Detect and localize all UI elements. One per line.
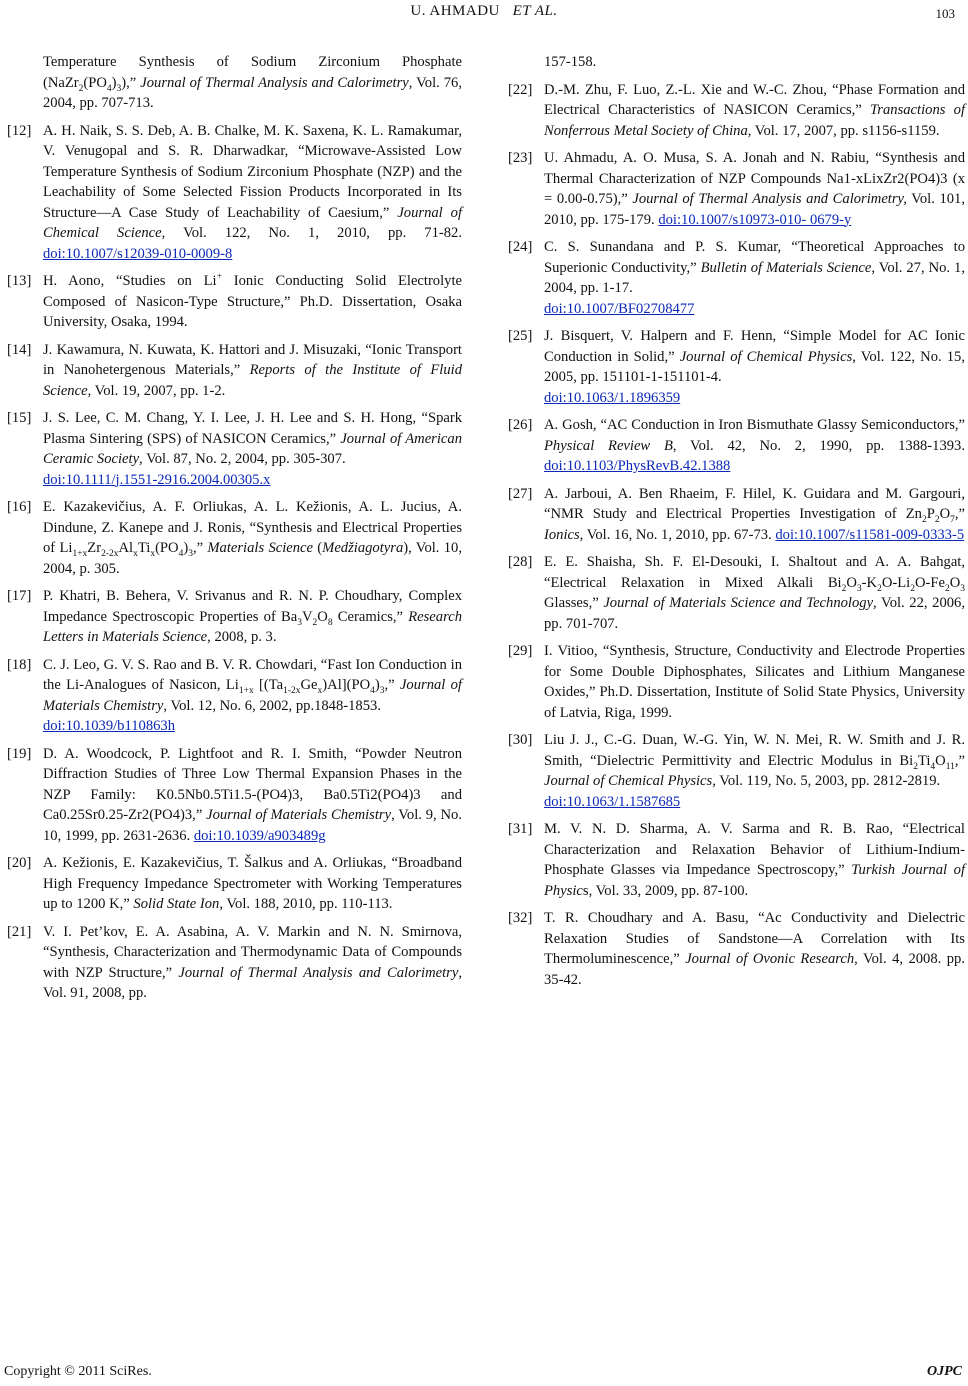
reference-12: [12] A. H. Naik, S. S. Deb, A. B. Chalke, M. K. Saxena, K. L. Ramakumar, V. Venugopal and S. R. Dharwadkar, “Microwave-Assisted Low Temperature Synthesis of Sodium Zirconium Phosphate (NZP) and the Leachability of Some Selected Fission Products Incorporated in Its Structure―A Case Study of Leachability of Caesium,” Journal of Chemical Science, Vol. 122, No. 1, 2010, pp. 71-82. doi:10.1007/s12039-010-0009-8: [7, 122, 463, 262]
doi-link[interactable]: doi:10.1111/j.1551-2916.2004.00305.x: [43, 471, 271, 488]
doi-link[interactable]: doi:10.1007/s11581-009-0333-5: [775, 526, 965, 543]
doi-link[interactable]: doi:10.1063/1.1896359: [544, 389, 681, 406]
reference-22: [22] D.-M. Zhu, F. Luo, Z.-L. Xie and W.-C. Zhou, “Phase Formation and Electrical Characteristics of NASICON Ceramics,” Transactions of Nonferrous Metal Society of China, Vol. 17, 2007, pp. s1156-s1159.: [508, 81, 965, 139]
reference-32: [32] T. R. Choudhary and A. Basu, “Ac Conductivity and Dielectric Relaxation Studies of Sandstone―A Correlation with Its Thermoluminescence,” Journal of Ovonic Research, Vol. 4, 2008. pp. 35-42.: [508, 910, 965, 988]
page-number: 103: [935, 6, 955, 21]
reference-17: [17] P. Khatri, B. Behera, V. Srivanus and R. N. P. Choudhary, Complex Impedance Spectroscopic Properties of $Ba_3V_2O_8$ Ceramics,” Research Letters in Materials Science, 2008, p. 3.: [7, 588, 462, 645]
header-etal: ET AL.: [512, 3, 558, 19]
reference-25: [25] J. Bisquert, V. Halpern and F. Henn, “Simple Model for AC Ionic Conduction in Solid,” Journal of Chemical Physics, Vol. 122, No. 15, 2005, pp. 151101-1-151101-4. doi:10.1063/1.1896359: [508, 328, 965, 406]
doi-link[interactable]: doi:10.1007/s12039-010-0009-8: [43, 245, 233, 262]
running-header: [0, 3, 968, 20]
reference-31: [31] M. V. N. D. Sharma, A. V. Sarma and R. B. Rao, “Electrical Characterization and Relaxation Behavior of Lithium-Indium-Phosphate Glasses via Impedance Spectroscopy,” Turkish Journal of Physics, Vol. 33, 2009, pp. 87-100.: [508, 821, 966, 899]
header-authors: U. AHMADU: [410, 3, 500, 19]
references-right-column: [508, 52, 965, 997]
reference-24: [24] C. S. Sunandana and P. S. Kumar, “Theoretical Approaches to Superionic Conductivity,” Bulletin of Materials Science, Vol. 27, No. 1, 2004, pp. 1-17. doi:10.1007/BF02708477: [508, 239, 965, 317]
reference-20: [20] A. Kežionis, E. Kazakevičius, T. Šalkus and A. Orliukas, “Broadband High Frequency Impedance Spectrometer with Working Temperatures up to 1200 K,” Solid State Ion, Vol. 188, 2010, pp. 110-113.: [7, 855, 462, 912]
reference-continuation: 157-158.: [544, 54, 597, 70]
reference-28: [28] E. E. Shaisha, Sh. F. El-Desouki, I. Shaltout and A. A. Bahgat, “Electrical Relaxation in Mixed Alkali $Bi_2O_3-K_2O-Li_2O-Fe_2O_3$ Glasses,” Journal of Materials Science and Technology, Vol. 22, 2006, pp. 701-707.: [508, 554, 965, 632]
reference-27: [27] A. Jarboui, A. Ben Rhaeim, F. Hilel, K. Guidara and M. Gargouri, “NMR Study and Electrical Properties Investigation of $Zn_2P_2O_7$,” Ionics, Vol. 16, No. 1, 2010, pp. 67-73. doi:10.1007/s11581-009-0333-5: [508, 485, 965, 543]
reference-30: [30] Liu J. J., C.-G. Duan, W.-G. Yin, W. N. Mei, R. W. Smith and J. R. Smith, “Dielectric Permittivity and Electric Modulus in $Bi_2Ti_4O_{11}$,” Journal of Chemical Physics, Vol. 119, No. 5, 2003, pp. 2812-2819. doi:10.1063/1.1587685: [508, 732, 965, 810]
reference-13: [13] H. Aono, “Studies on Li+ Ionic Conducting Solid Electrolyte Composed of Nasicon-Type Structure,” Ph.D. Dissertation, Osaka University, Osaka, 1994.: [7, 272, 462, 330]
doi-link[interactable]: doi:10.1007/BF02708477: [544, 300, 695, 317]
doi-link[interactable]: doi:10.1039/a903489g: [193, 827, 326, 844]
reference-15: [15] J. S. Lee, C. M. Chang, Y. I. Lee, J. H. Lee and S. H. Hong, “Spark Plasma Sintering (SPS) of NASICON Ceramics,” Journal of American Ceramic Society, Vol. 87, No. 2, 2004, pp. 305-307. doi:10.1111/j.1551-2916.2004.00305.x: [7, 410, 462, 488]
journal-abbreviation: OJPC: [927, 1364, 962, 1379]
reference-18: [18] C. J. Leo, G. V. S. Rao and B. V. R. Chowdari, “Fast Ion Conduction in the Li-Analogues of Nasicon, $Li_{1+x}$ $[(Ta_{1-2x}Ge_x)Al](PO_4)_3$,” Journal of Materials Chemistry, Vol. 12, No. 6, 2002, pp.1848-1853. doi:10.1039/b110863h: [7, 656, 462, 734]
doi-link[interactable]: doi:10.1063/1.1587685: [544, 793, 681, 810]
reference-continuation: Temperature Synthesis of Sodium Zirconium Phosphate $(NaZr_2(PO_4)_3)$,” Journal of Thermal Analysis and Calorimetry, Vol. 76, 2004, pp. 707-713.: [43, 54, 462, 111]
reference-26: [26] A. Gosh, “AC Conduction in Iron Bismuthate Glassy Semiconductors,” Physical Review B, Vol. 42, No. 2, 1990, pp. 1388-1393. doi:10.1103/PhysRevB.42.1388: [508, 417, 965, 474]
reference-23: [23] U. Ahmadu, A. O. Musa, S. A. Jonah and N. Rabiu, “Synthesis and Thermal Characterization of NZP Compounds Na1-xLixZr2(PO4)3 (x = 0.00-0.75),” Journal of Thermal Analysis and Calorimetry, Vol. 101, 2010, pp. 175-179. doi:10.1007/s10973-010- 0679-y: [508, 150, 965, 228]
reference-29: [29] I. Vitioo, “Synthesis, Structure, Conductivity and Electrode Properties for Some Double Diphosphates, Silicates and Lithium Manganese Oxides,” Ph.D. Dissertation, Institute of Solid State Physics, University of Latvia, Riga, 1999.: [508, 643, 965, 721]
copyright-notice: Copyright © 2011 SciRes.: [4, 1364, 152, 1379]
reference-21: [21] V. I. Pet’kov, E. A. Asabina, A. V. Markin and N. N. Smirnova, “Synthesis, Characterization and Thermodynamic Data of Compounds with NZP Structure,” Journal of Thermal Analysis and Calorimetry, Vol. 91, 2008, pp.: [7, 923, 462, 1001]
doi-link[interactable]: doi:10.1039/b110863h: [43, 718, 176, 734]
reference-19: [19] D. A. Woodcock, P. Lightfoot and R. I. Smith, “Powder Neutron Diffraction Studies of Three Low Thermal Expansion Phases in the NZP Family: K0.5Nb0.5Ti1.5-(PO4)3, Ba0.5Ti2(PO4)3 and Ca0.25Sr0.25-Zr2(PO4)3,” Journal of Materials Chemistry, Vol. 9, No. 10, 1999, pp. 2631-2636. doi:10.1039/a903489g: [7, 745, 462, 844]
references-left-column: [7, 52, 462, 1011]
reference-16: [16] E. Kazakevičius, A. F. Orliukas, A. L. Kežionis, A. L. Jucius, A. Dindune, Z. Kanepe and J. Ronis, “Synthesis and Electrical Properties of $Li_{1+x}Zr_{2-2x}Al_xTi_x(PO_4)_3$,” Materials Science (Medžiagotyra), Vol. 10, 2004, p. 305.: [7, 499, 462, 577]
reference-14: [14] J. Kawamura, N. Kuwata, K. Hattori and J. Misuzaki, “Ionic Transport in Nanohetergenous Materials,” Reports of the Institute of Fluid Science, Vol. 19, 2007, pp. 1-2.: [7, 341, 462, 399]
doi-link[interactable]: doi:10.1007/s10973-010- 0679-y: [658, 211, 852, 228]
doi-link[interactable]: doi:10.1103/PhysRevB.42.1388: [544, 458, 731, 474]
